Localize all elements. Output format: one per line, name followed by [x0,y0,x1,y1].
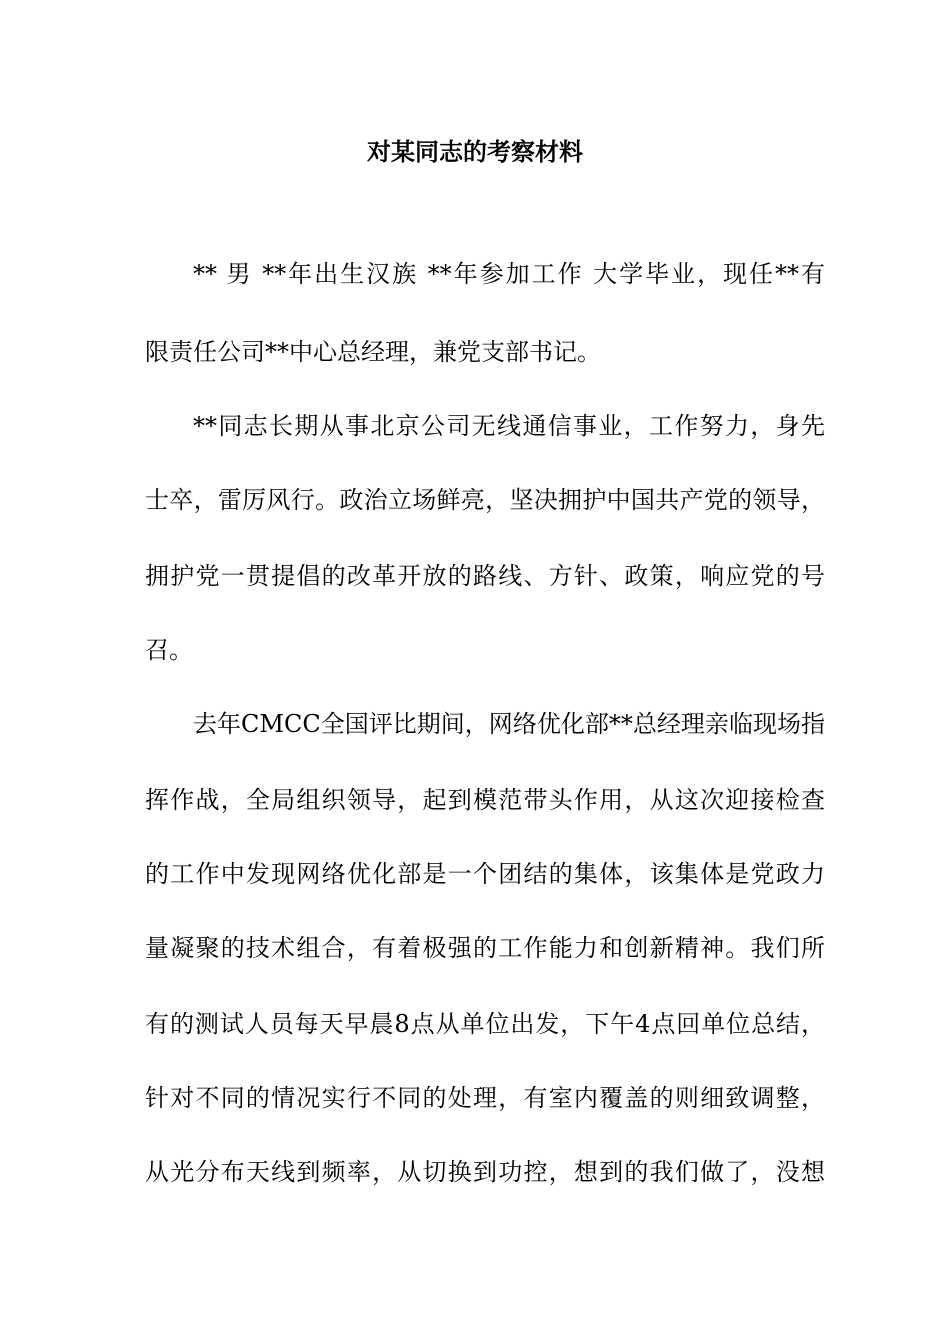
document-title: 对某同志的考察材料 [367,137,583,166]
paragraph-line: 拥护党一贯提倡的改革开放的路线、方针、政策，响应党的号 [145,562,825,590]
paragraph-line: **同志长期从事北京公司无线通信事业，工作努力，身先 [193,412,825,440]
paragraph-line: 从光分布天线到频率，从切换到功控，想到的我们做了，没想 [145,1158,825,1186]
paragraph-line: 有的测试人员每天早晨8点从单位出发，下午4点回单位总结， [145,1010,825,1038]
paragraph-line: 召。 [145,636,193,664]
paragraph-line: 量凝聚的技术组合，有着极强的工作能力和创新精神。我们所 [145,934,825,962]
paragraph-line: 士卒，雷厉风行。政治立场鲜亮，坚决拥护中国共产党的领导， [145,486,825,514]
paragraph-line: ** 男 **年出生汉族 **年参加工作 大学毕业，现任**有 [193,260,825,288]
paragraph-line: 针对不同的情况实行不同的处理，有室内覆盖的则细致调整， [145,1084,825,1112]
paragraph-line: 的工作中发现网络优化部是一个团结的集体，该集体是党政力 [145,860,825,888]
paragraph-line: 限责任公司**中心总经理，兼党支部书记。 [145,338,601,366]
paragraph-line: 去年CMCC全国评比期间，网络优化部**总经理亲临现场指 [193,710,825,738]
paragraph-line: 挥作战，全局组织领导，起到模范带头作用，从这次迎接检查 [145,786,825,814]
